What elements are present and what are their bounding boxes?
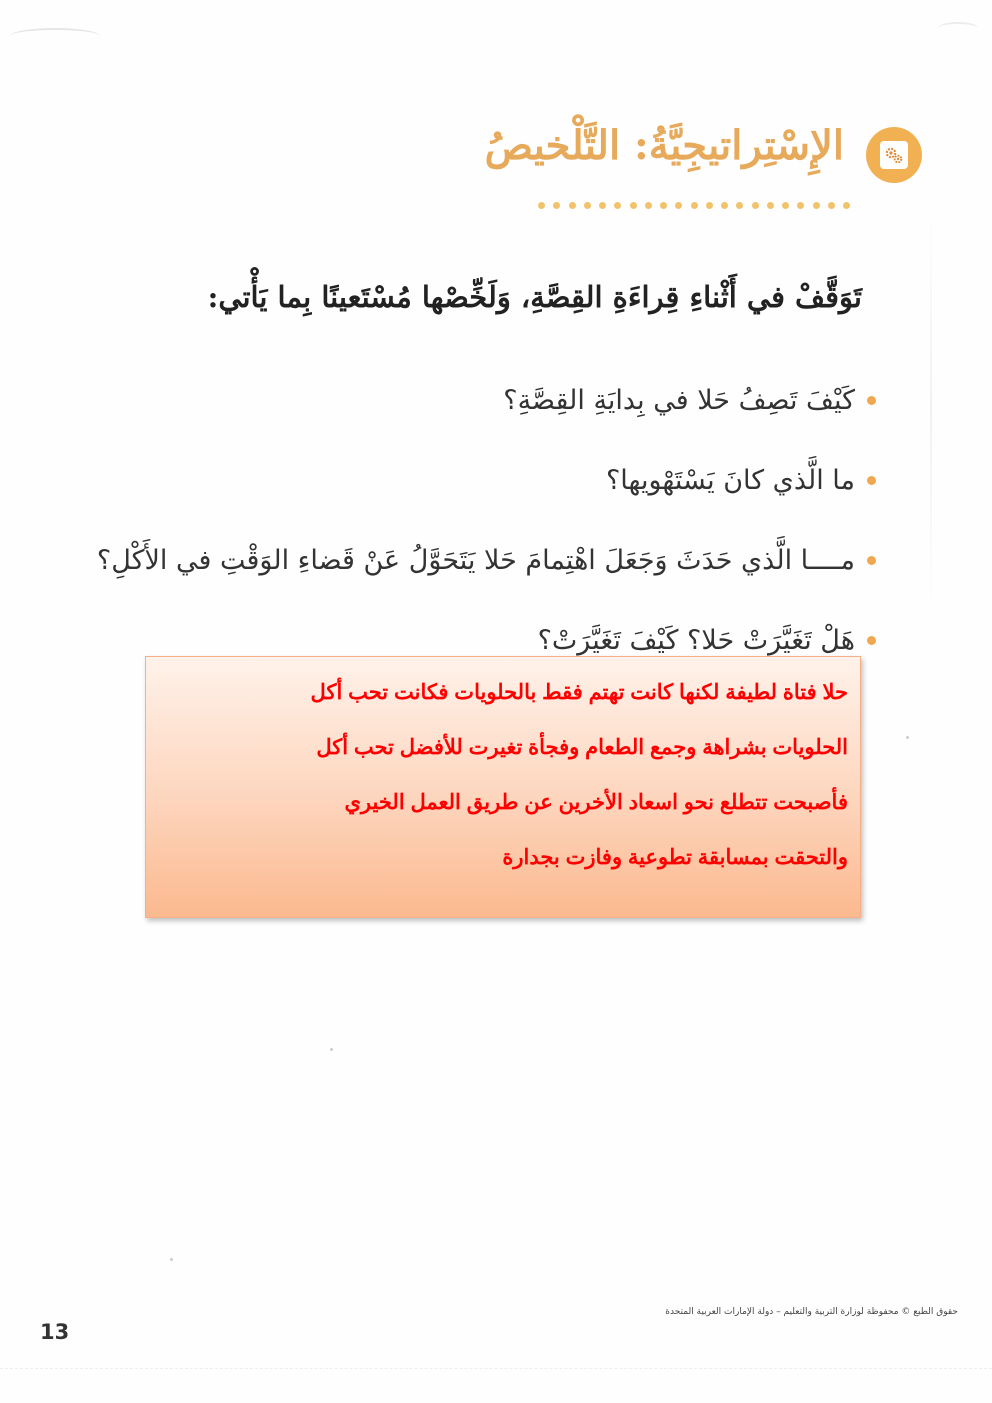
answer-box[interactable] bbox=[145, 656, 861, 918]
instruction-text: تَوَقَّفْ في أَثْناءِ قِراءَةِ القِصَّةِ، وَلَخِّصْها مُسْتَعينًا بِما يَأْتي: bbox=[207, 280, 862, 314]
question-text: هَلْ تَغَيَّرَتْ حَلا؟ كَيْفَ تَغَيَّرَتْ؟ bbox=[537, 624, 855, 656]
question-text: ما الَّذي كانَ يَسْتَهْويها؟ bbox=[605, 464, 855, 496]
list-item bbox=[96, 520, 876, 600]
bullet-icon bbox=[867, 476, 876, 485]
scan-speck bbox=[330, 1048, 333, 1051]
question-text: كَيْفَ تَصِفُ حَلا في بِدايَةِ القِصَّةِ؟ bbox=[503, 384, 855, 416]
gears-icon bbox=[883, 144, 905, 166]
scan-artifact bbox=[10, 28, 100, 44]
answer-line: والتحقت بمسابقة تطوعية وفازت بجدارة bbox=[502, 846, 848, 869]
question-text: مــــا الَّذي حَدَثَ وَجَعَلَ اهْتِمامَ حَلا يَتَحَوَّلُ عَنْ قَضاءِ الوَقْتِ في الأَكْلِ؟ bbox=[96, 544, 855, 576]
page-number: 13 bbox=[40, 1320, 70, 1344]
scan-artifact bbox=[930, 200, 932, 620]
list-item bbox=[136, 360, 876, 440]
strategy-badge bbox=[866, 127, 922, 183]
question-list bbox=[96, 360, 876, 680]
list-item bbox=[136, 440, 876, 520]
copyright-notice: حقوق الطبع © محفوظة لوزارة التربية والتعليم – دولة الإمارات العربية المتحدة bbox=[665, 1307, 958, 1317]
answer-line: حلا فتاة لطيفة لكنها كانت تهتم فقط بالحلويات فكانت تحب أكل bbox=[310, 681, 848, 704]
bullet-icon bbox=[867, 636, 876, 645]
scan-speck bbox=[906, 736, 909, 739]
bullet-icon bbox=[867, 556, 876, 565]
scan-artifact bbox=[938, 22, 978, 34]
title-dotted-divider bbox=[538, 200, 850, 210]
scan-speck bbox=[170, 1258, 173, 1261]
answer-line: الحلويات بشراهة وجمع الطعام وفجأة تغيرت للأفضل تحب أكل bbox=[316, 736, 848, 759]
bullet-icon bbox=[867, 396, 876, 405]
scan-artifact bbox=[0, 1368, 992, 1370]
page-title: الإِسْتِراتيجِيَّةُ: التَّلْخيصُ bbox=[484, 122, 844, 169]
answer-line: فأصبحت تتطلع نحو اسعاد الأخرين عن طريق العمل الخيري bbox=[344, 791, 848, 814]
